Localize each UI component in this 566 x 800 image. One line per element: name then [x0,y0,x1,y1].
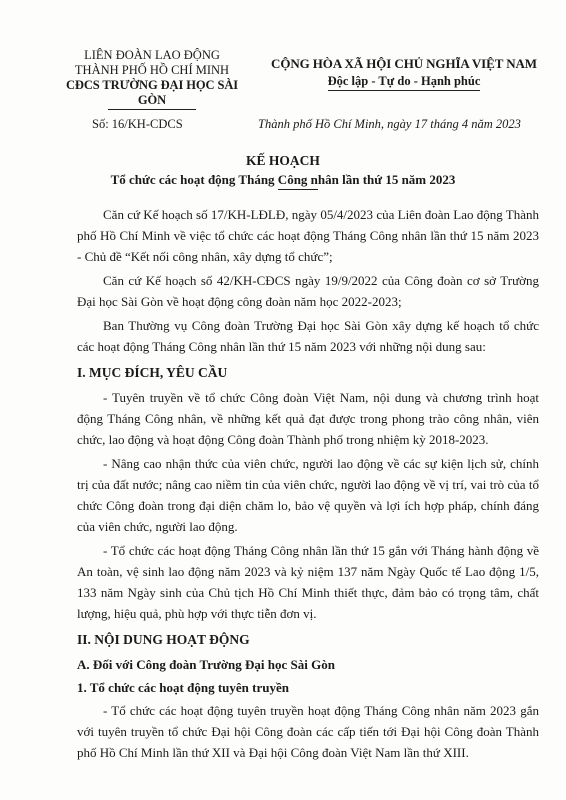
section-1-item: - Tổ chức các hoạt động Tháng Công nhân lần thứ 15 gắn với Tháng hành động về An toàn, vệ sinh lao động năm 2023 và kỷ niệm 137 năm Ngày Quốc tế Lao động 1/5, 133 năm Ngày sinh của Chủ tịch Hồ Chí Minh thiết thực, đảm bảo có trọng tâm, chất lượng, hiệu quả, phù hợp với thực tiễn đơn vị. [77,543,539,621]
section-2-subheading-a: A. Đối với Công đoàn Trường Đại học Sài Gòn [77,657,335,672]
section-2-subheading-1: 1. Tổ chức các hoạt động tuyên truyền [77,680,289,695]
section-2-item: - Tổ chức các hoạt động tuyên truyền hoạt động Tháng Công nhân năm 2023 gắn với tuyên truyền tổ chức Đại hội Công đoàn các cấp tiến tới Đại hội Công đoàn Thành phố Hồ Chí Minh lần thứ XII và Đại hội Công đoàn Việt Nam lần thứ XIII. [77,703,539,760]
section-1-heading: I. MỤC ĐÍCH, YÊU CẦU [77,365,228,380]
national-header [248,56,560,91]
section-1-item: - Tuyên truyền về tổ chức Công đoàn Việt Nam, nội dung và chương trình hoạt động Tháng Công nhân, về những kết quả đạt được trong phong trào công nhân, viên chức, lao động và hoạt động Công đoàn Thành phố trong nhiệm kỳ 2018-2023. [77,390,539,447]
section-2-heading: II. NỘI DUNG HOẠT ĐỘNG [77,632,250,647]
document-subtitle: Tổ chức các hoạt động Tháng Công nhân lần thứ 15 năm 2023 [110,172,456,187]
document-body [77,204,539,766]
issuing-organization [52,48,252,110]
title-underline [278,189,318,190]
org-line-3: CĐCS TRƯỜNG ĐẠI HỌC SÀI GÒN [65,78,239,107]
nation-name: CỘNG HÒA XÃ HỘI CHỦ NGHĨA VIỆT NAM [271,56,537,71]
document-title: KẾ HOẠCH [246,153,320,168]
org-line-1: LIÊN ĐOÀN LAO ĐỘNG [84,48,220,62]
paragraph-basis-1: Căn cứ Kế hoạch số 17/KH-LĐLĐ, ngày 05/4/2023 của Liên đoàn Lao động Thành phố Hồ Chí Minh về việc tổ chức các hoạt động Tháng Công nhân lần thứ 15 năm 2023 - Chủ đề “Kết nối công nhân, xây dựng tổ chức”; [77,207,539,264]
paragraph-basis-2: Căn cứ Kế hoạch số 42/KH-CĐCS ngày 19/9/2022 của Công đoàn cơ sở Trường Đại học Sài Gòn về hoạt động công đoàn năm học 2022-2023; [77,273,539,309]
paragraph-intro: Ban Thường vụ Công đoàn Trường Đại học Sài Gòn xây dựng kế hoạch tổ chức các hoạt động Tháng Công nhân lần thứ 15 năm 2023 với những nội dung sau: [77,318,539,354]
document-number: Số: 16/KH-CDCS [92,117,183,131]
motto: Độc lập - Tự do - Hạnh phúc [328,73,481,91]
section-1-item: - Nâng cao nhận thức của viên chức, người lao động về các sự kiện lịch sử, chính trị của đất nước; nâng cao niềm tin của viên chức, người lao động về vị trí, vai trò của tổ chức Công đoàn trong đại diện chăm lo, bảo vệ quyền và lợi ích hợp pháp, chính đáng của viên chức, người lao động. [77,456,539,534]
org-underline [108,109,196,110]
place-date: Thành phố Hồ Chí Minh, ngày 17 tháng 4 năm 2023 [258,117,521,131]
org-line-2: THÀNH PHỐ HỒ CHÍ MINH [74,63,230,77]
